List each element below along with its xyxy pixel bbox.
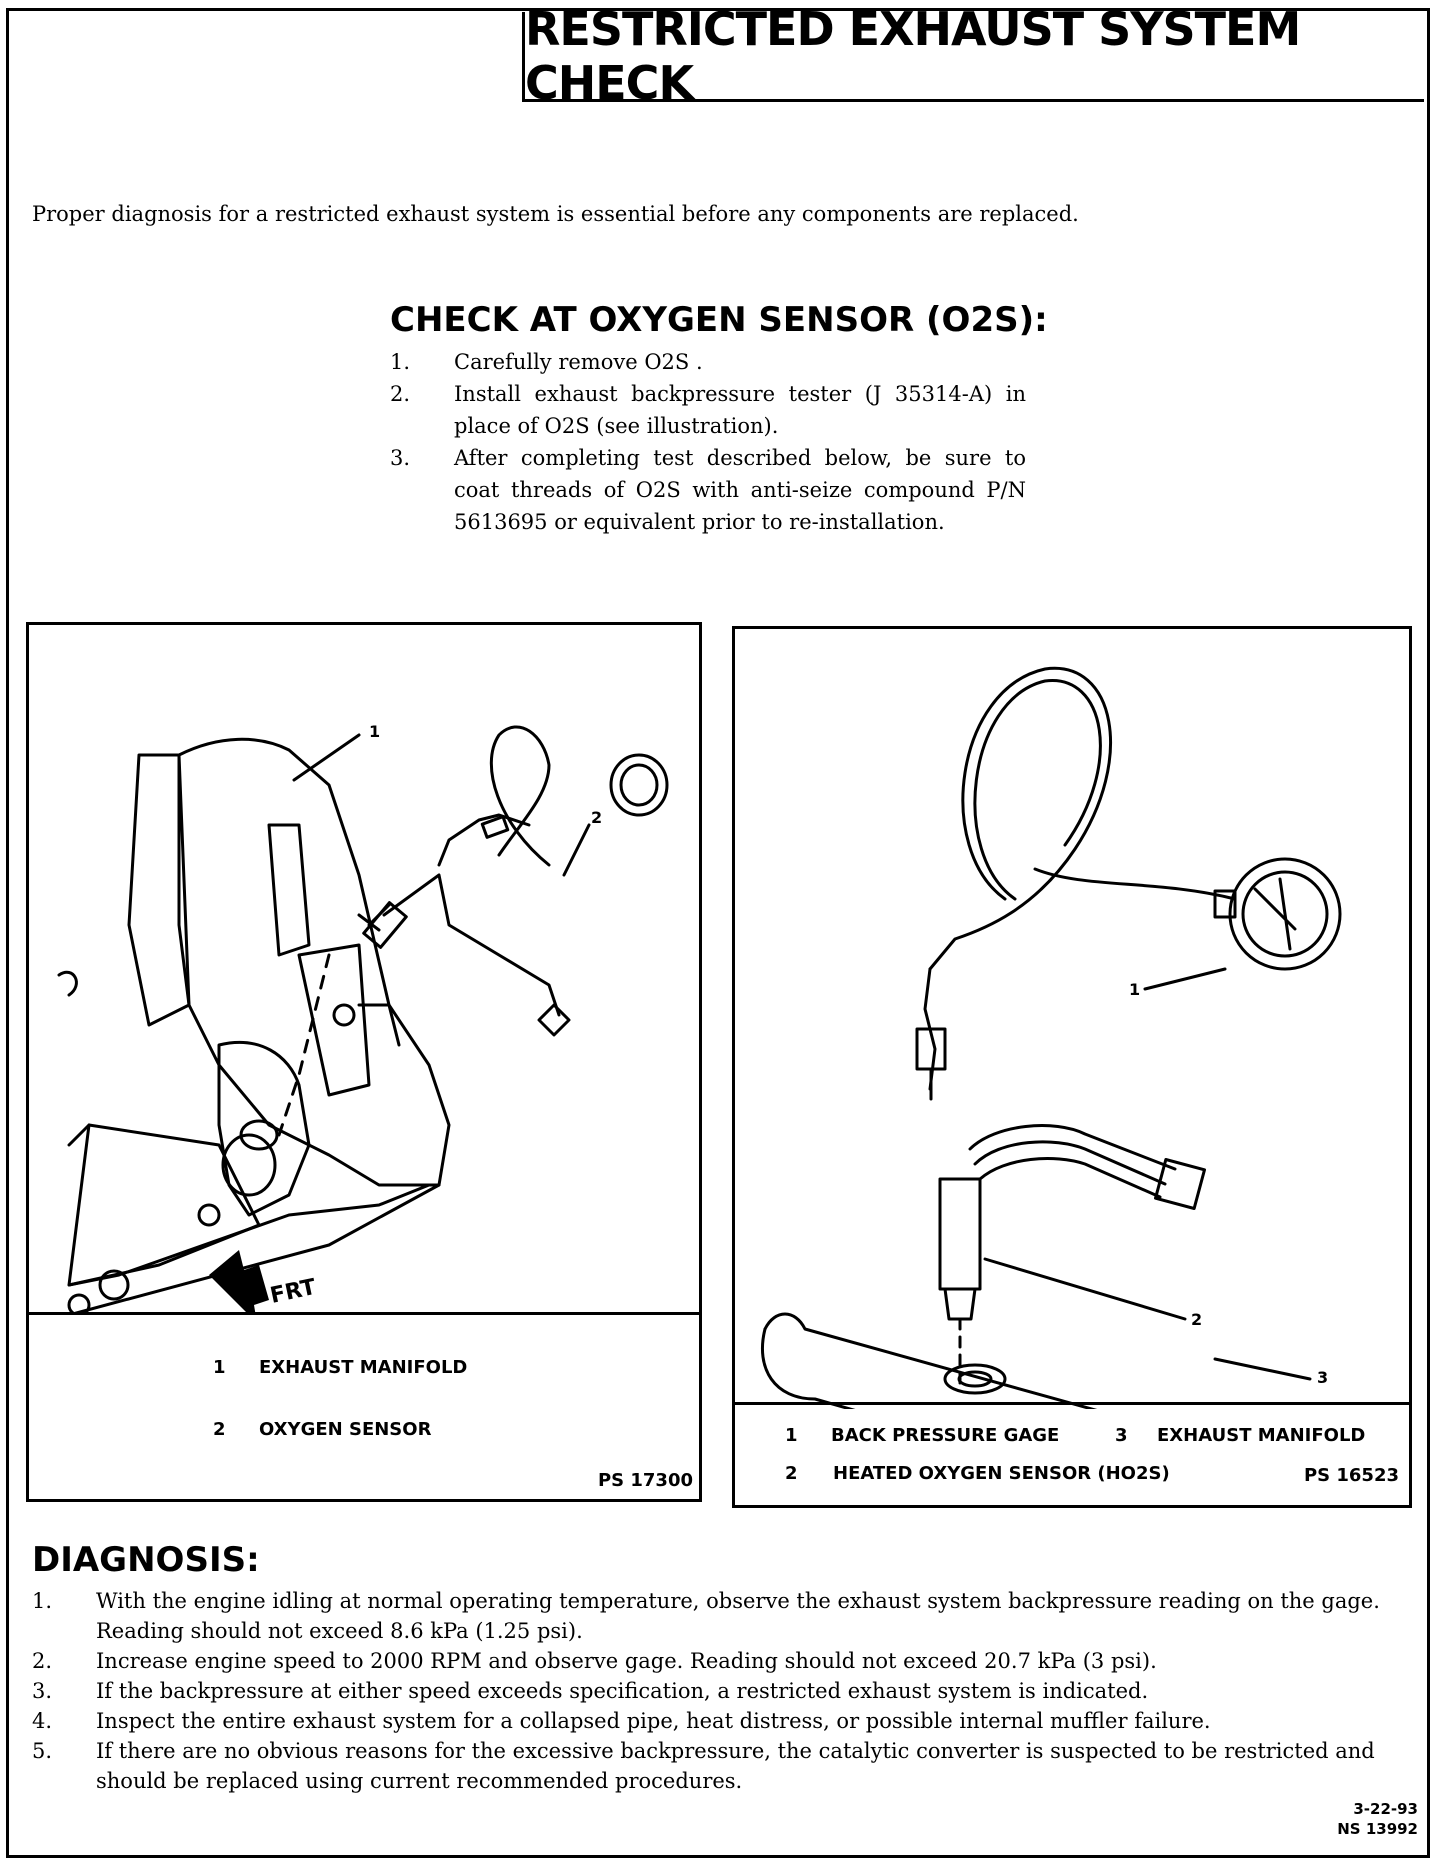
intro-text: Proper diagnosis for a restricted exhaust system is essential before any components are replaced. [32, 202, 1079, 226]
legend-label: EXHAUST MANIFOLD [1157, 1425, 1366, 1446]
step-number: 2. [32, 1649, 53, 1673]
list-item [32, 1586, 1398, 1646]
figure-right-legend [735, 1402, 1409, 1505]
list-item [32, 1736, 1398, 1796]
step-number: 5. [32, 1739, 53, 1763]
step-number: 2. [390, 382, 411, 406]
step-text: If there are no obvious reasons for the excessive backpressure, the catalytic converter is suspected to be restricted and should be replaced using current recommended procedures. [96, 1739, 1375, 1793]
figure-code: PS 17300 [597, 1470, 693, 1491]
step-number: 4. [32, 1709, 53, 1733]
legend-label: OXYGEN SENSOR [259, 1419, 432, 1440]
figure-code: PS 16523 [1303, 1465, 1399, 1486]
step-number: 1. [32, 1589, 53, 1613]
title-box [522, 1, 1424, 110]
callout-3-label: 3 [1317, 1368, 1329, 1387]
callout-2-label: 2 [591, 808, 603, 827]
figure-right-panel [732, 626, 1412, 1508]
callout-2-label: 2 [1191, 1310, 1203, 1329]
legend-number: 3 [1115, 1425, 1128, 1446]
legend-label: EXHAUST MANIFOLD [259, 1357, 468, 1378]
callout-1-label: 1 [369, 722, 381, 741]
list-item [32, 1676, 1398, 1706]
list-item [32, 1646, 1398, 1676]
legend-label: HEATED OXYGEN SENSOR (HO2S) [833, 1463, 1170, 1484]
list-item [390, 378, 1026, 442]
step-number: 3. [32, 1679, 53, 1703]
step-text: Increase engine speed to 2000 RPM and observe gage. Reading should not exceed 20.7 kPa (3 psi). [96, 1649, 1157, 1673]
page-title: RESTRICTED EXHAUST SYSTEM CHECK [525, 1, 1301, 110]
step-text: After completing test described below, be sure to coat threads of O2S with anti-seize compound P/N 5613695 or equivalent prior to re-installation. [454, 446, 1026, 534]
exhaust-manifold-illustration [29, 625, 699, 1315]
legend-number: 2 [213, 1419, 226, 1440]
step-text: Install exhaust backpressure tester (J 35314-A) in place of O2S (see illustration). [454, 382, 1026, 438]
legend-number: 1 [213, 1357, 226, 1378]
step-text: With the engine idling at normal operating temperature, observe the exhaust system backpressure reading on the gage. Reading should not exceed 8.6 kPa (1.25 psi). [96, 1589, 1380, 1643]
step-number: 3. [390, 446, 411, 470]
footer-date: 3-22-93 [1353, 1800, 1418, 1818]
step-number: 1. [390, 350, 411, 374]
legend-label: BACK PRESSURE GAGE [831, 1425, 1060, 1446]
footer-doc-id: NS 13992 [1337, 1820, 1418, 1838]
legend-number: 2 [785, 1463, 798, 1484]
step-text: Inspect the entire exhaust system for a collapsed pipe, heat distress, or possible internal muffler failure. [96, 1709, 1211, 1733]
list-item [32, 1706, 1398, 1736]
check-steps-list [390, 346, 1026, 538]
list-item [390, 346, 1026, 378]
step-text: If the backpressure at either speed exceeds specification, a restricted exhaust system is indicated. [96, 1679, 1149, 1703]
step-text: Carefully remove O2S . [454, 350, 703, 374]
list-item [390, 442, 1026, 538]
callout-1-label: 1 [1129, 980, 1141, 999]
check-heading: CHECK AT OXYGEN SENSOR (O2S): [390, 300, 1048, 340]
diagnosis-list [32, 1586, 1398, 1796]
legend-number: 1 [785, 1425, 798, 1446]
figure-left-panel [26, 622, 702, 1502]
frt-arrow-icon [209, 1250, 269, 1315]
figure-left-legend [29, 1312, 699, 1499]
backpressure-tester-illustration [735, 629, 1409, 1409]
frt-label: FRT [268, 1274, 319, 1309]
diagnosis-heading: DIAGNOSIS: [32, 1540, 260, 1580]
